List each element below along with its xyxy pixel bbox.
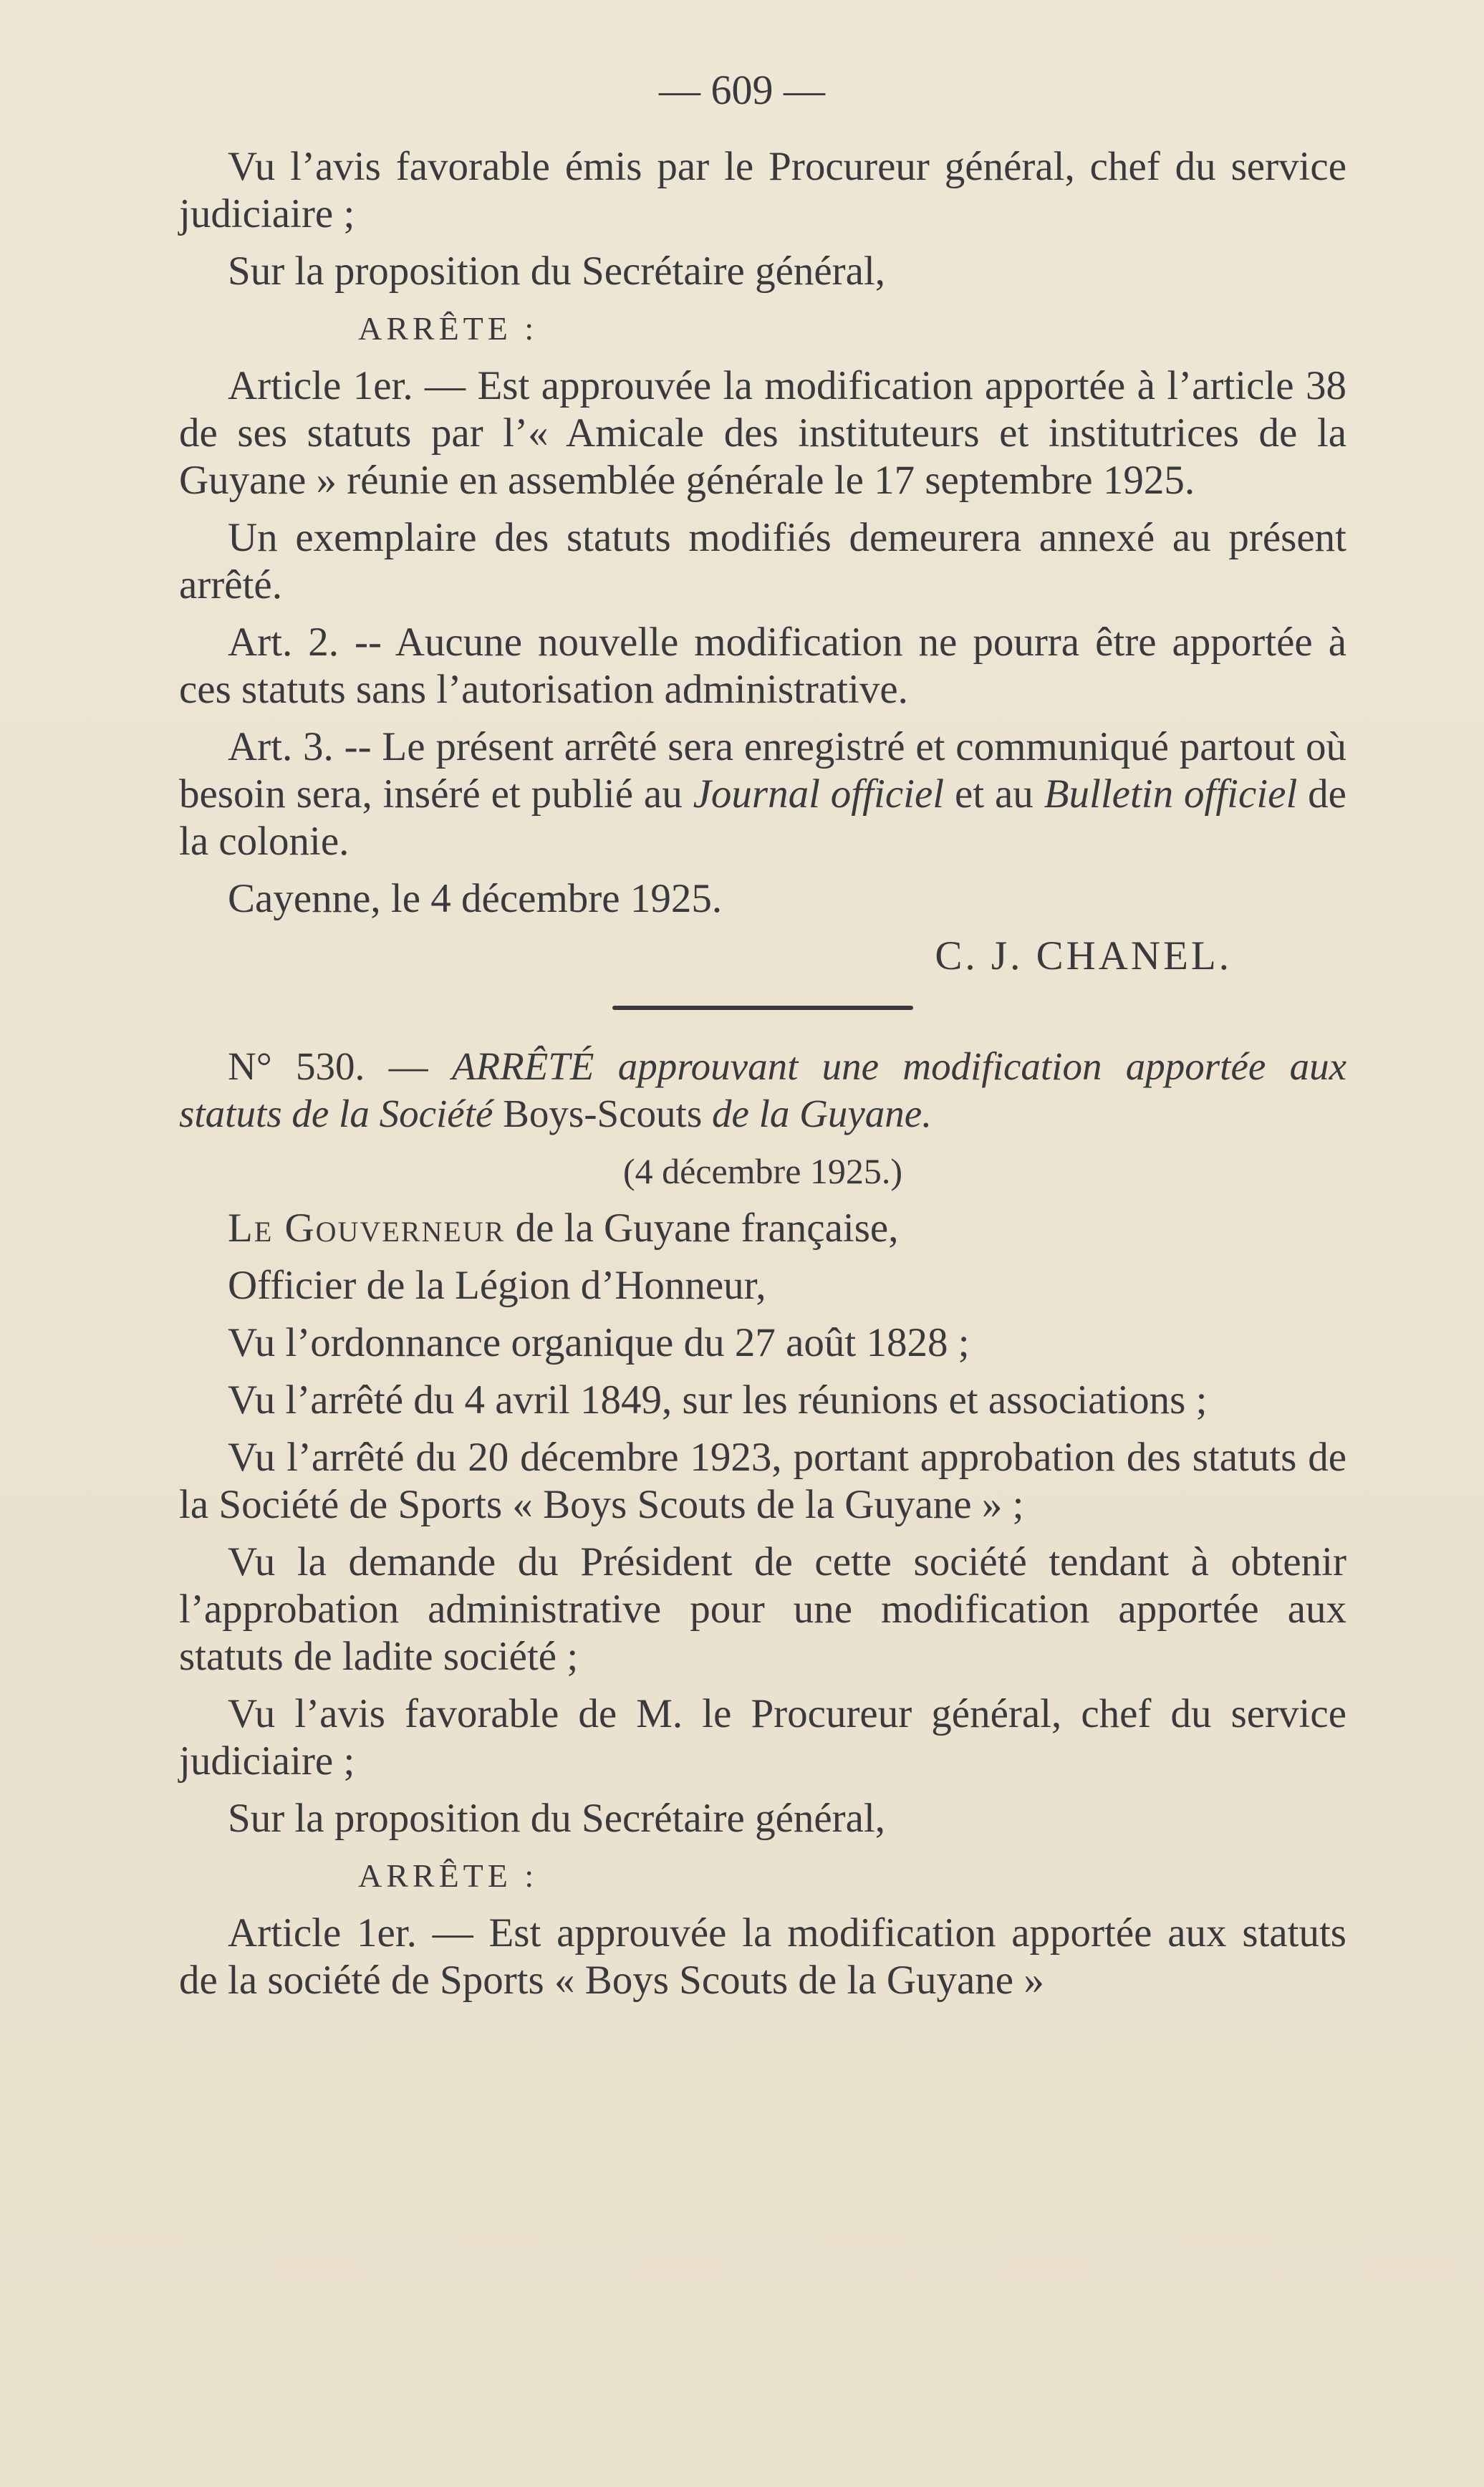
vu-ordonnance: Vu l’ordonnance organique du 27 août 1828 ; xyxy=(228,1320,970,1365)
vu-avis: Vu l’avis favorable de M. le Procureur général, chef du service judiciaire ; xyxy=(179,1691,1346,1784)
article-1-scouts: Article 1er. — Est approuvée la modification apportée aux statuts de la société de Sports « Boys Scouts de la Guyane » xyxy=(179,1910,1346,2003)
decree-date: (4 décembre 1925.) xyxy=(622,1151,903,1191)
bulletin-officiel: Bulletin officiel xyxy=(1044,771,1298,817)
sur-proposition: Sur la proposition du Secrétaire général, xyxy=(228,1796,886,1841)
officier-line: Officier de la Légion d’Honneur, xyxy=(228,1263,766,1308)
arrete-heading-2: ARRÊTE : xyxy=(358,1857,539,1894)
signature: C. J. CHANEL. xyxy=(935,933,1232,978)
body-text xyxy=(179,143,1346,2014)
paragraph-proposition: Sur la proposition du Secrétaire général, xyxy=(228,249,886,294)
article-1: Article 1er. — Est approuvée la modification apportée à l’article 38 de ses statuts par l’« Amicale des instituteurs et institutrices de la Guyane » réunie en assemblée générale le 17 septembre 1925. xyxy=(179,363,1346,503)
place-date: Cayenne, le 4 décembre 1925. xyxy=(228,876,723,921)
page-number: — 609 — xyxy=(659,67,825,113)
section-divider xyxy=(612,1006,913,1010)
paragraph-vu-avis: Vu l’avis favorable émis par le Procureur général, chef du service judiciaire ; xyxy=(179,144,1346,236)
article-2: Art. 2. -- Aucune nouvelle modification ne pourra être apportée à ces statuts sans l’autorisation administrative. xyxy=(179,620,1346,712)
decree-title: N° 530. — ARRÊTÉ approuvant une modification apportée aux statuts de la Société Boys-Scouts de la Guyane. xyxy=(179,1044,1346,1135)
vu-arrete-1923: Vu l’arrêté du 20 décembre 1923, portant approbation des statuts de la Société de Sports « Boys Scouts de la Guyane » ; xyxy=(179,1435,1346,1527)
article-1-annex: Un exemplaire des statuts modifiés demeurera annexé au présent arrêté. xyxy=(179,515,1346,607)
article-3: Art. 3. -- Le présent arrêté sera enregistré et communiqué partout où besoin sera, inséré et publié au Journal officiel et au Bulletin officiel de la colonie. xyxy=(179,724,1346,864)
journal-officiel: Journal officiel xyxy=(693,771,945,817)
vu-demande: Vu la demande du Président de cette société tendant à obtenir l’approbation administrative pour une modification apportée aux statuts de ladite société ; xyxy=(179,1539,1346,1679)
gouverneur-line: Le Gouverneur de la Guyane française, xyxy=(228,1206,899,1251)
arrete-heading: ARRÊTE : xyxy=(358,310,539,347)
vu-arrete-1849: Vu l’arrêté du 4 avril 1849, sur les réunions et associations ; xyxy=(228,1377,1208,1423)
